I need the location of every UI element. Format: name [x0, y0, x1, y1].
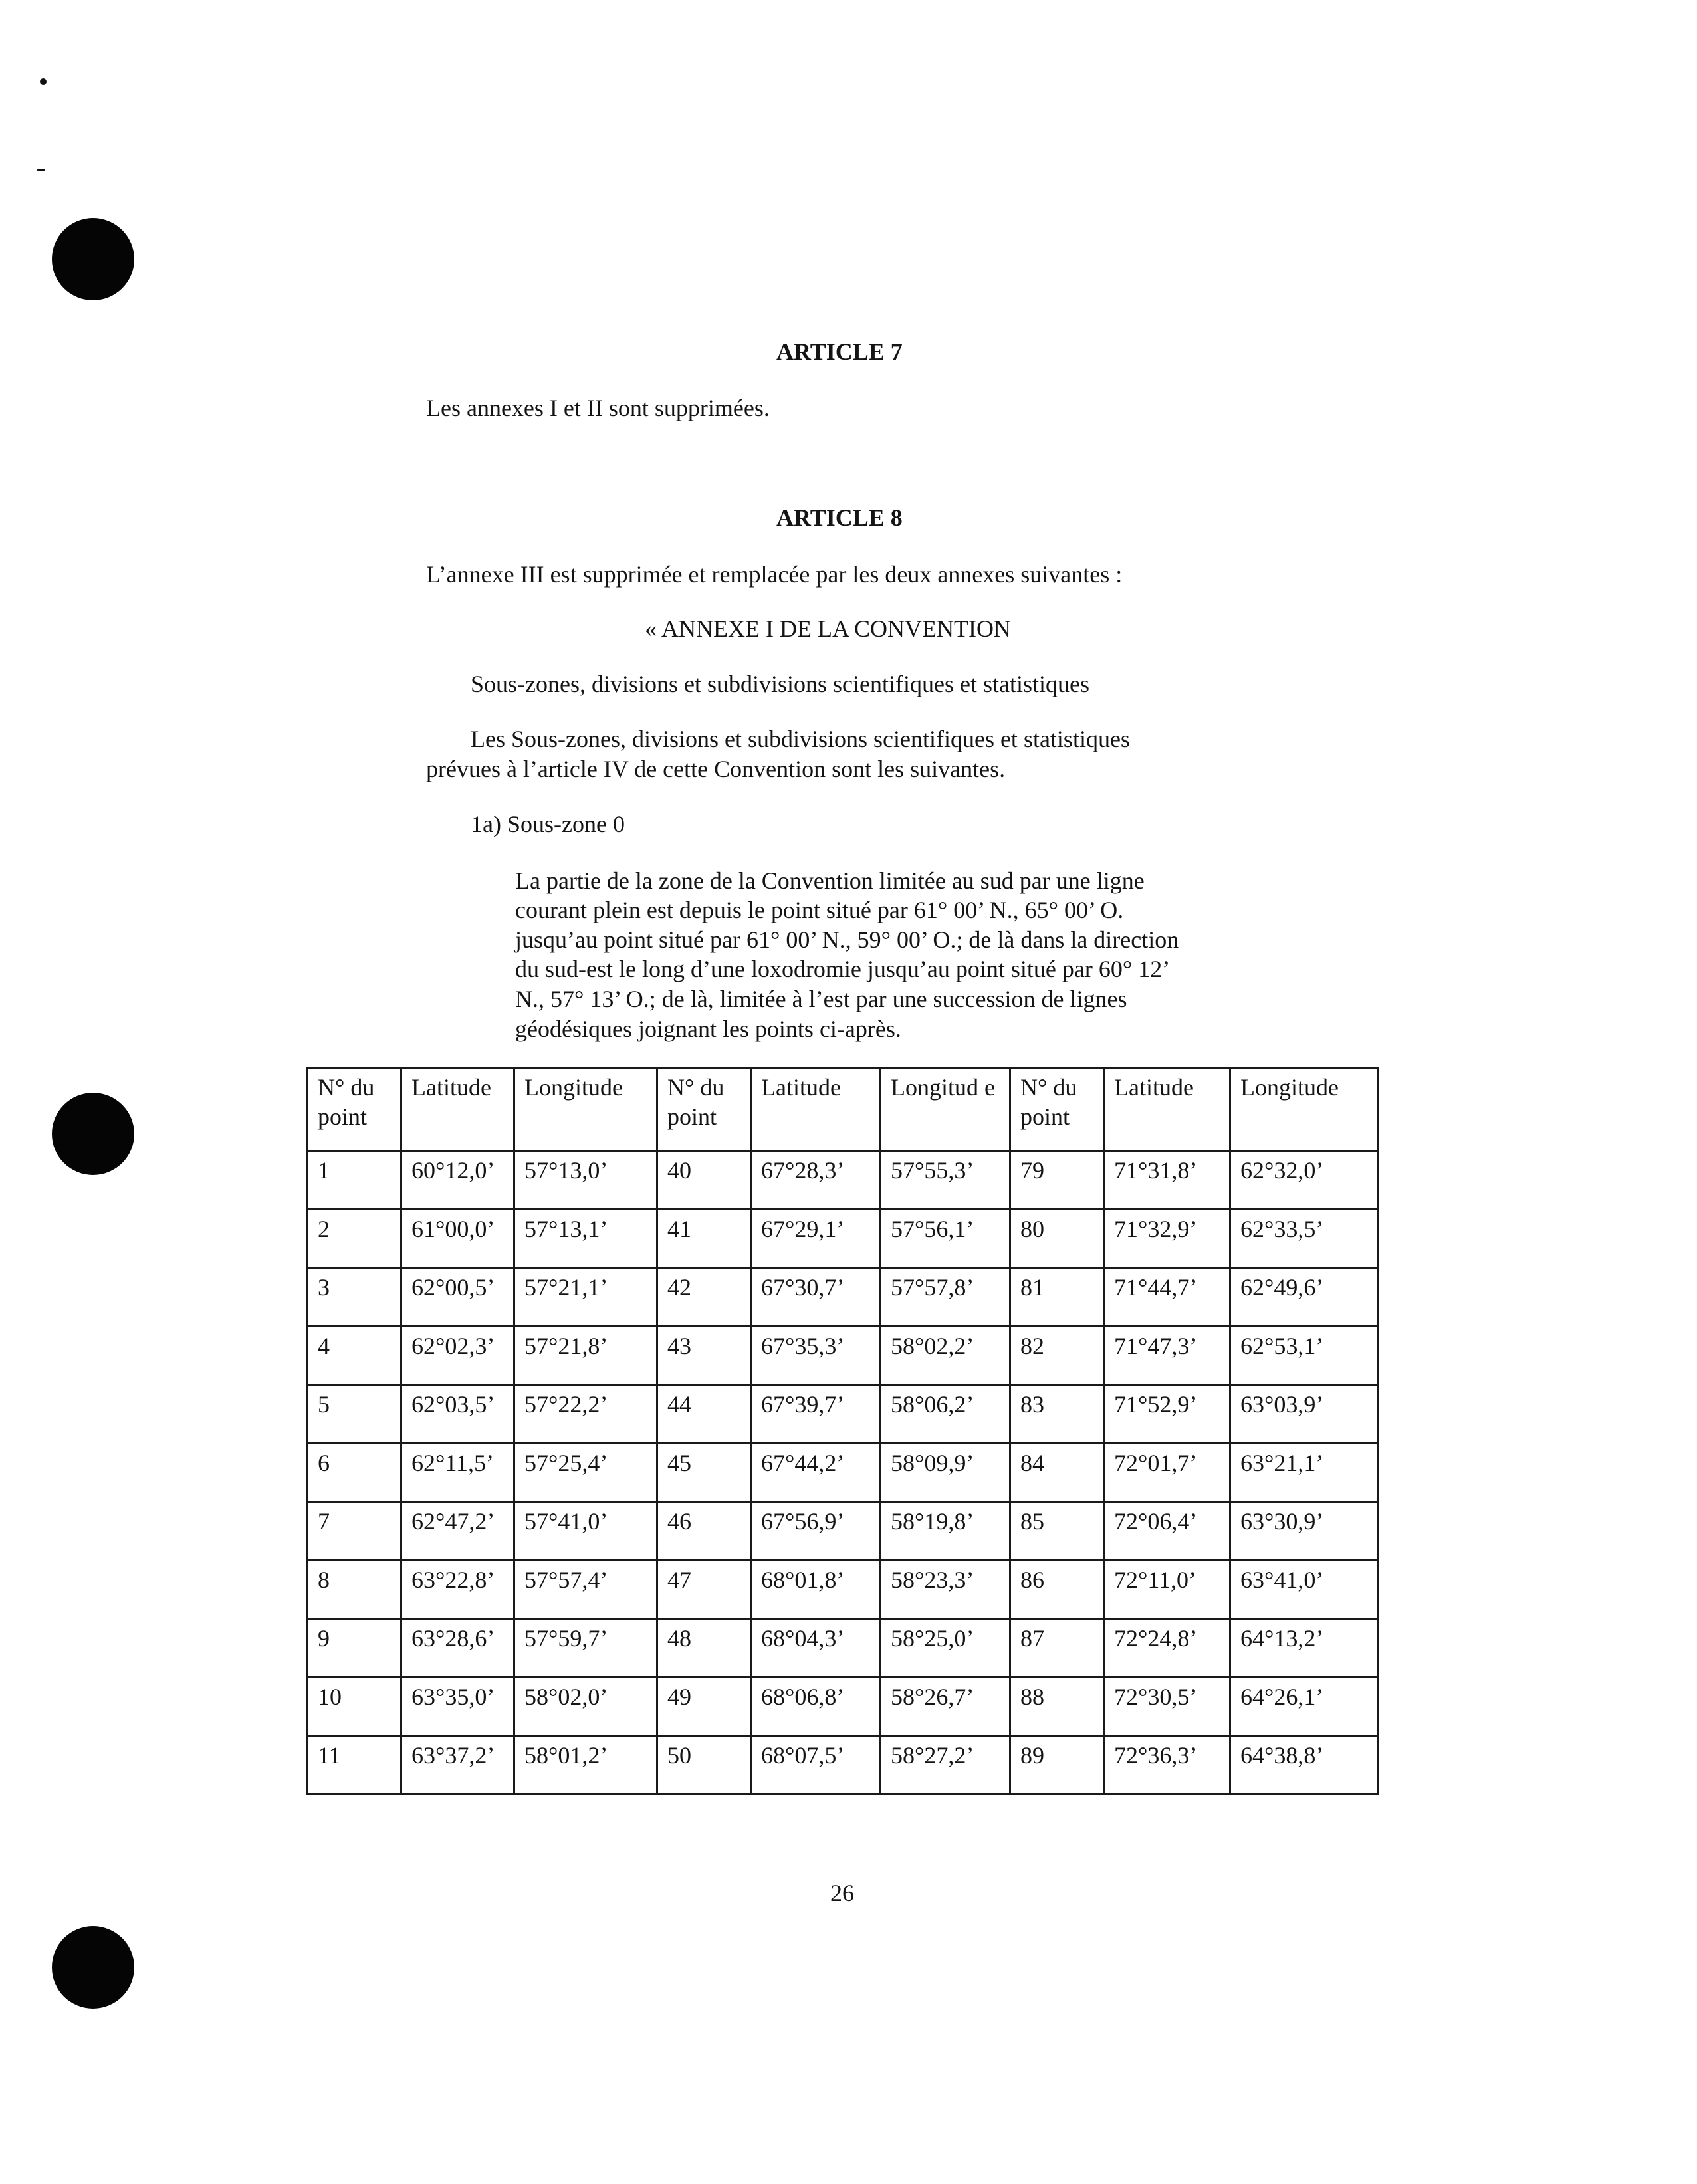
article-8-intro: L’annexe III est supprimée et remplacée par les deux annexes suivantes : — [426, 561, 1123, 588]
cell-longitude: 63°21,1’ — [1230, 1444, 1378, 1502]
cell-point-number: 1 — [308, 1151, 401, 1210]
cell-point-number: 80 — [1010, 1210, 1104, 1268]
binder-hole-middle — [52, 1093, 134, 1175]
cell-latitude: 67°29,1’ — [751, 1210, 881, 1268]
description-line: courant plein est depuis le point situé par 61° 00’ N., 65° 00’ O. — [515, 897, 1124, 923]
table-row — [308, 1444, 1378, 1502]
description-line: géodésiques joignant les points ci-après. — [515, 1016, 901, 1042]
annex-subtitle: Sous-zones, divisions et subdivisions scientifiques et statistiques — [471, 671, 1089, 697]
cell-longitude: 63°41,0’ — [1230, 1561, 1378, 1619]
table-row — [308, 1736, 1378, 1795]
cell-longitude: 58°09,9’ — [881, 1444, 1010, 1502]
cell-latitude: 62°47,2’ — [401, 1502, 514, 1561]
cell-point-number: 9 — [308, 1619, 401, 1678]
cell-longitude: 64°38,8’ — [1230, 1736, 1378, 1795]
cell-longitude: 57°13,1’ — [514, 1210, 657, 1268]
annex-title: « ANNEXE I DE LA CONVENTION — [645, 615, 1011, 642]
cell-latitude: 62°02,3’ — [401, 1327, 514, 1385]
binder-hole-top — [52, 218, 134, 300]
cell-longitude: 57°55,3’ — [881, 1151, 1010, 1210]
table-row — [308, 1385, 1378, 1444]
table-row — [308, 1151, 1378, 1210]
subzone-label: 1a) Sous-zone 0 — [471, 811, 625, 837]
cell-latitude: 68°07,5’ — [751, 1736, 881, 1795]
cell-latitude: 67°39,7’ — [751, 1385, 881, 1444]
cell-point-number: 42 — [657, 1268, 751, 1327]
cell-point-number: 85 — [1010, 1502, 1104, 1561]
description-line: jusqu’au point situé par 61° 00’ N., 59° 00’ O.; de là dans la direction — [515, 927, 1179, 953]
cell-longitude: 64°13,2’ — [1230, 1619, 1378, 1678]
cell-longitude: 57°21,1’ — [514, 1268, 657, 1327]
cell-point-number: 44 — [657, 1385, 751, 1444]
table-row — [308, 1619, 1378, 1678]
cell-latitude: 67°56,9’ — [751, 1502, 881, 1561]
cell-longitude: 63°03,9’ — [1230, 1385, 1378, 1444]
article-7-text: Les annexes I et II sont supprimées. — [426, 395, 770, 421]
cell-latitude: 71°44,7’ — [1104, 1268, 1230, 1327]
header-latitude: Latitude — [1104, 1068, 1230, 1151]
cell-longitude: 62°53,1’ — [1230, 1327, 1378, 1385]
annex-paragraph-line-2: prévues à l’article IV de cette Convention sont les suivantes. — [426, 756, 1006, 782]
cell-latitude: 71°31,8’ — [1104, 1151, 1230, 1210]
cell-point-number: 84 — [1010, 1444, 1104, 1502]
cell-longitude: 62°33,5’ — [1230, 1210, 1378, 1268]
cell-point-number: 87 — [1010, 1619, 1104, 1678]
cell-point-number: 88 — [1010, 1678, 1104, 1736]
cell-latitude: 63°37,2’ — [401, 1736, 514, 1795]
header-latitude: Latitude — [751, 1068, 881, 1151]
cell-longitude: 58°26,7’ — [881, 1678, 1010, 1736]
cell-point-number: 8 — [308, 1561, 401, 1619]
cell-latitude: 67°30,7’ — [751, 1268, 881, 1327]
cell-latitude: 63°22,8’ — [401, 1561, 514, 1619]
cell-latitude: 60°12,0’ — [401, 1151, 514, 1210]
cell-latitude: 72°36,3’ — [1104, 1736, 1230, 1795]
cell-point-number: 48 — [657, 1619, 751, 1678]
cell-latitude: 67°28,3’ — [751, 1151, 881, 1210]
cell-point-number: 2 — [308, 1210, 401, 1268]
cell-point-number: 11 — [308, 1736, 401, 1795]
cell-longitude: 57°59,7’ — [514, 1619, 657, 1678]
cell-latitude: 68°04,3’ — [751, 1619, 881, 1678]
header-point-number: N° du point — [308, 1068, 401, 1151]
cell-longitude: 57°56,1’ — [881, 1210, 1010, 1268]
cell-latitude: 62°11,5’ — [401, 1444, 514, 1502]
table-row — [308, 1502, 1378, 1561]
cell-point-number: 10 — [308, 1678, 401, 1736]
cell-point-number: 43 — [657, 1327, 751, 1385]
cell-latitude: 71°52,9’ — [1104, 1385, 1230, 1444]
cell-latitude: 71°47,3’ — [1104, 1327, 1230, 1385]
cell-latitude: 67°35,3’ — [751, 1327, 881, 1385]
cell-latitude: 68°01,8’ — [751, 1561, 881, 1619]
cell-point-number: 89 — [1010, 1736, 1104, 1795]
cell-point-number: 82 — [1010, 1327, 1104, 1385]
cell-point-number: 6 — [308, 1444, 401, 1502]
article-8-heading: ARTICLE 8 — [776, 504, 903, 531]
cell-point-number: 47 — [657, 1561, 751, 1619]
header-latitude: Latitude — [401, 1068, 514, 1151]
cell-longitude: 62°32,0’ — [1230, 1151, 1378, 1210]
cell-latitude: 63°35,0’ — [401, 1678, 514, 1736]
header-longitude: Longitude — [1230, 1068, 1378, 1151]
binder-hole-bottom — [52, 1926, 134, 2009]
cell-latitude: 72°24,8’ — [1104, 1619, 1230, 1678]
cell-longitude: 57°57,4’ — [514, 1561, 657, 1619]
cell-longitude: 63°30,9’ — [1230, 1502, 1378, 1561]
table-row — [308, 1210, 1378, 1268]
cell-latitude: 62°00,5’ — [401, 1268, 514, 1327]
cell-latitude: 63°28,6’ — [401, 1619, 514, 1678]
cell-point-number: 3 — [308, 1268, 401, 1327]
page-number: 26 — [830, 1880, 854, 1906]
cell-latitude: 72°06,4’ — [1104, 1502, 1230, 1561]
cell-latitude: 71°32,9’ — [1104, 1210, 1230, 1268]
scan-speck — [40, 78, 47, 85]
cell-latitude: 67°44,2’ — [751, 1444, 881, 1502]
article-7-heading: ARTICLE 7 — [776, 338, 903, 365]
cell-longitude: 57°22,2’ — [514, 1385, 657, 1444]
cell-point-number: 49 — [657, 1678, 751, 1736]
cell-longitude: 58°27,2’ — [881, 1736, 1010, 1795]
cell-point-number: 83 — [1010, 1385, 1104, 1444]
scan-speck — [37, 169, 45, 171]
cell-longitude: 57°25,4’ — [514, 1444, 657, 1502]
cell-longitude: 58°02,0’ — [514, 1678, 657, 1736]
cell-latitude: 62°03,5’ — [401, 1385, 514, 1444]
cell-longitude: 58°23,3’ — [881, 1561, 1010, 1619]
table-row — [308, 1327, 1378, 1385]
table-row — [308, 1678, 1378, 1736]
annex-paragraph-line-1: Les Sous-zones, divisions et subdivisions scientifiques et statistiques — [471, 726, 1130, 752]
cell-point-number: 4 — [308, 1327, 401, 1385]
cell-latitude: 72°11,0’ — [1104, 1561, 1230, 1619]
cell-longitude: 57°13,0’ — [514, 1151, 657, 1210]
cell-longitude: 57°21,8’ — [514, 1327, 657, 1385]
header-point-number: N° du point — [657, 1068, 751, 1151]
table-row — [308, 1268, 1378, 1327]
description-line: La partie de la zone de la Convention limitée au sud par une ligne — [515, 867, 1145, 894]
cell-longitude: 62°49,6’ — [1230, 1268, 1378, 1327]
cell-point-number: 86 — [1010, 1561, 1104, 1619]
coordinates-table — [306, 1067, 1379, 1795]
header-longitude: Longitud e — [881, 1068, 1010, 1151]
cell-latitude: 61°00,0’ — [401, 1210, 514, 1268]
cell-point-number: 7 — [308, 1502, 401, 1561]
cell-point-number: 79 — [1010, 1151, 1104, 1210]
cell-latitude: 68°06,8’ — [751, 1678, 881, 1736]
cell-point-number: 45 — [657, 1444, 751, 1502]
header-point-number: N° du point — [1010, 1068, 1104, 1151]
cell-longitude: 58°19,8’ — [881, 1502, 1010, 1561]
cell-point-number: 41 — [657, 1210, 751, 1268]
cell-longitude: 58°02,2’ — [881, 1327, 1010, 1385]
cell-longitude: 58°25,0’ — [881, 1619, 1010, 1678]
cell-latitude: 72°01,7’ — [1104, 1444, 1230, 1502]
header-longitude: Longitude — [514, 1068, 657, 1151]
description-line: N., 57° 13’ O.; de là, limitée à l’est par une succession de lignes — [515, 986, 1127, 1012]
cell-longitude: 64°26,1’ — [1230, 1678, 1378, 1736]
description-line: du sud-est le long d’une loxodromie jusqu’au point situé par 60° 12’ — [515, 956, 1171, 982]
cell-point-number: 50 — [657, 1736, 751, 1795]
cell-point-number: 40 — [657, 1151, 751, 1210]
cell-longitude: 58°06,2’ — [881, 1385, 1010, 1444]
cell-longitude: 58°01,2’ — [514, 1736, 657, 1795]
cell-latitude: 72°30,5’ — [1104, 1678, 1230, 1736]
table-row — [308, 1561, 1378, 1619]
cell-point-number: 46 — [657, 1502, 751, 1561]
cell-longitude: 57°57,8’ — [881, 1268, 1010, 1327]
cell-point-number: 81 — [1010, 1268, 1104, 1327]
cell-point-number: 5 — [308, 1385, 401, 1444]
table-header-row — [308, 1068, 1378, 1151]
cell-longitude: 57°41,0’ — [514, 1502, 657, 1561]
